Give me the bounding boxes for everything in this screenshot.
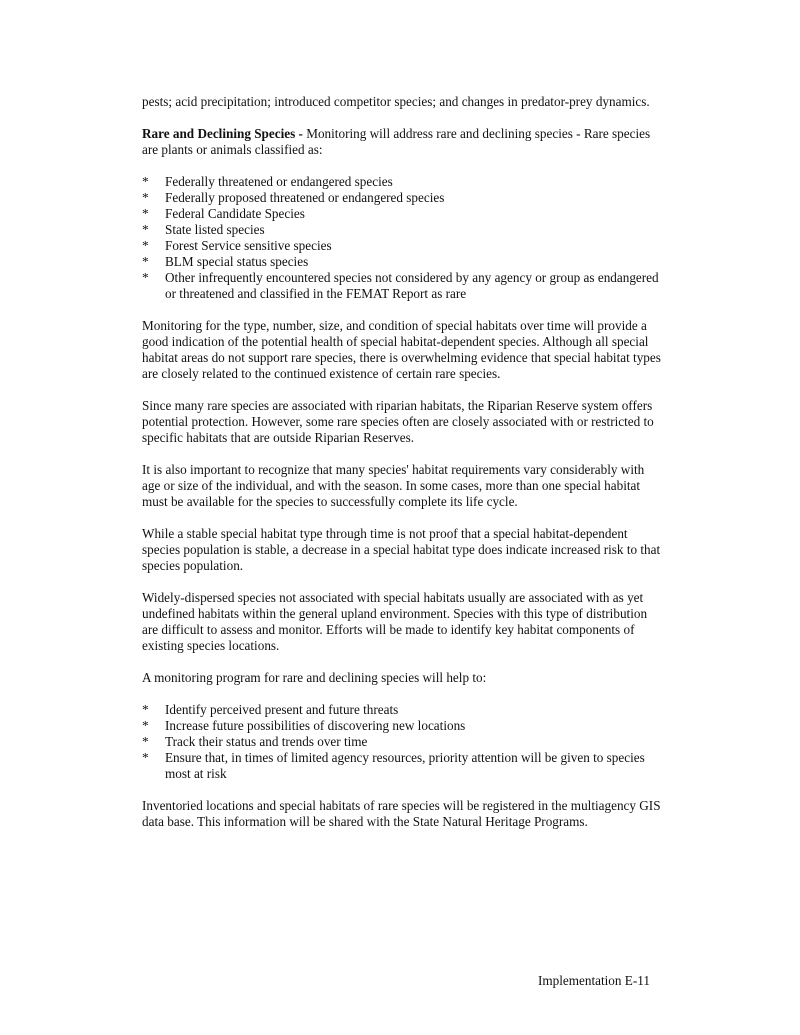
program-section-intro: A monitoring program for rare and declining species will help to: — [142, 670, 487, 685]
program-goals-list — [142, 702, 662, 782]
paragraph-riparian: Since many rare species are associated with riparian habitats, the Riparian Reserve system offers potential protection. However, some rare species often are closely associated with or restricted to specific habitats that are outside Riparian Reserves. — [142, 398, 654, 445]
bullet-star: * — [142, 270, 149, 285]
bullet-star: * — [142, 750, 149, 765]
list-item: * Identify perceived present and future threats — [142, 702, 399, 717]
bullet-star: * — [142, 174, 149, 189]
list-item: * BLM special status species — [142, 254, 309, 269]
bullet-star: * — [142, 734, 149, 749]
bullet-star: * — [142, 238, 149, 253]
rare-species-list — [142, 174, 662, 302]
bullet-star: * — [142, 222, 149, 237]
bullet-star: * — [142, 254, 149, 269]
paragraph-stable-habitat: While a stable special habitat type through time is not proof that a special habitat-dependent species population is stable, a decrease in a special habitat type does indicate increased risk to that species population. — [142, 526, 661, 573]
paragraph-inventoried: Inventoried locations and special habitats of rare species will be registered in the multiagency GIS data base. This information will be shared with the State Natural Heritage Programs. — [142, 798, 661, 829]
paragraph-monitoring: Monitoring for the type, number, size, and condition of special habitats over time will provide a good indication of the potential health of special habitat-dependent species. Although all special habitat areas do not support rare species, there is overwhelming evidence that special habitat types are closely related to the continued existence of certain rare species. — [142, 318, 661, 381]
list-item: * Increase future possibilities of discovering new locations — [142, 718, 466, 733]
rare-section-intro — [142, 126, 662, 158]
list-item: * Track their status and trends over time — [142, 734, 368, 749]
rare-section-heading: Rare and Declining Species - — [142, 126, 303, 141]
bullet-star: * — [142, 206, 149, 221]
list-item: * Forest Service sensitive species — [142, 238, 332, 253]
rare-section-intro-text: Monitoring will address rare and declining species - Rare species are plants or animals classified as: — [142, 126, 651, 157]
list-item: * Federal Candidate Species — [142, 206, 305, 221]
paragraph-continuation: pests; acid precipitation; introduced competitor species; and changes in predator-prey dynamics. — [142, 94, 650, 109]
bullet-star: * — [142, 190, 149, 205]
list-item: * State listed species — [142, 222, 265, 237]
list-item: * Federally proposed threatened or endangered species — [142, 190, 445, 205]
paragraph-dispersed-species: Widely-dispersed species not associated with special habitats usually are associated with as yet undefined habitats within the general upland environment. Species with this type of distribution are difficult to assess and monitor. Efforts will be made to identify key habitat components of existing species locations. — [142, 590, 648, 653]
bullet-star: * — [142, 702, 149, 717]
page-footer: Implementation E-11 — [538, 973, 650, 988]
paragraph-habitat-requirements: It is also important to recognize that many species' habitat requirements vary considerably with age or size of the individual, and with the season. In some cases, more than one special habitat must be available for the species to successfully complete its life cycle. — [142, 462, 645, 509]
list-item: * Federally threatened or endangered species — [142, 174, 393, 189]
list-item: * Ensure that, in times of limited agency resources, priority attention will be given to species most at risk — [142, 750, 645, 781]
list-item: * Other infrequently encountered species not considered by any agency or group as endangered or threatened and classified in the FEMAT Report as rare — [142, 270, 659, 301]
bullet-star: * — [142, 718, 149, 733]
document-body — [142, 94, 662, 846]
